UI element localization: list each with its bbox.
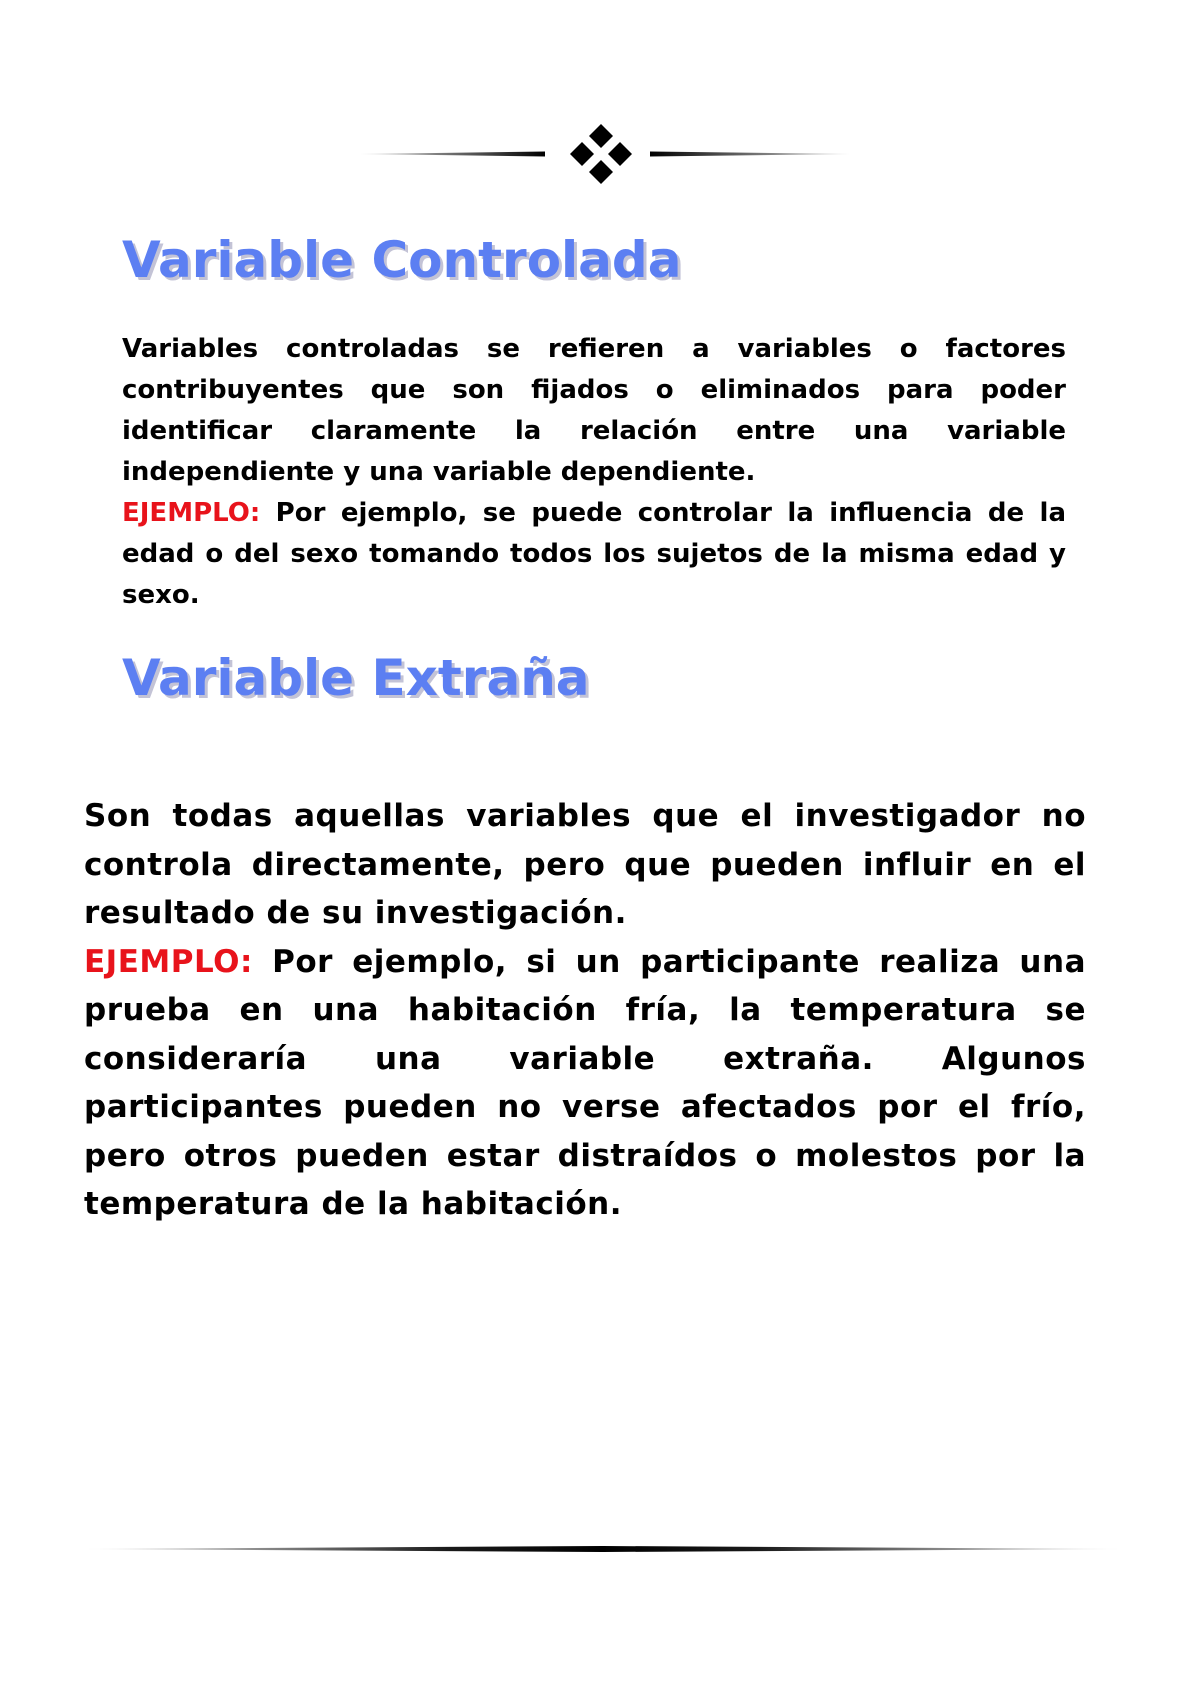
controlled-variable-example [122,493,1066,616]
section-heading-controlled-variable: Variable Controlada [122,231,682,289]
example-label: EJEMPLO: [122,498,261,528]
controlled-variable-body [122,329,1066,616]
example-text: Por ejemplo, si un participante realiza una prueba en una habitación fría, la temperatura se consideraría una variable extraña. Algunos participantes pueden no verse afectados por el frío, pero otros pueden estar distraídos o molestos por la temperatura de la habitación. [84,943,1086,1222]
section-heading-extraneous-variable: Variable Extraña [122,649,590,707]
tapered-line-divider-icon [86,1538,1120,1560]
example-text: Por ejemplo, se puede controlar la influencia de la edad o del sexo tomando todos los sujetos de la misma edad y sexo. [122,498,1066,610]
diamond-cluster-divider-icon [360,118,850,198]
example-label: EJEMPLO: [84,943,253,980]
extraneous-variable-body [84,792,1086,1229]
extraneous-variable-example [84,938,1086,1229]
extraneous-variable-definition: Son todas aquellas variables que el investigador no controla directamente, pero que pueden influir en el resultado de su investigación. [84,798,1086,931]
controlled-variable-definition: Variables controladas se refieren a variables o factores contribuyentes que son fijados o eliminados para poder identificar claramente la relación entre una variable independiente y una variable dependiente. [122,334,1066,487]
